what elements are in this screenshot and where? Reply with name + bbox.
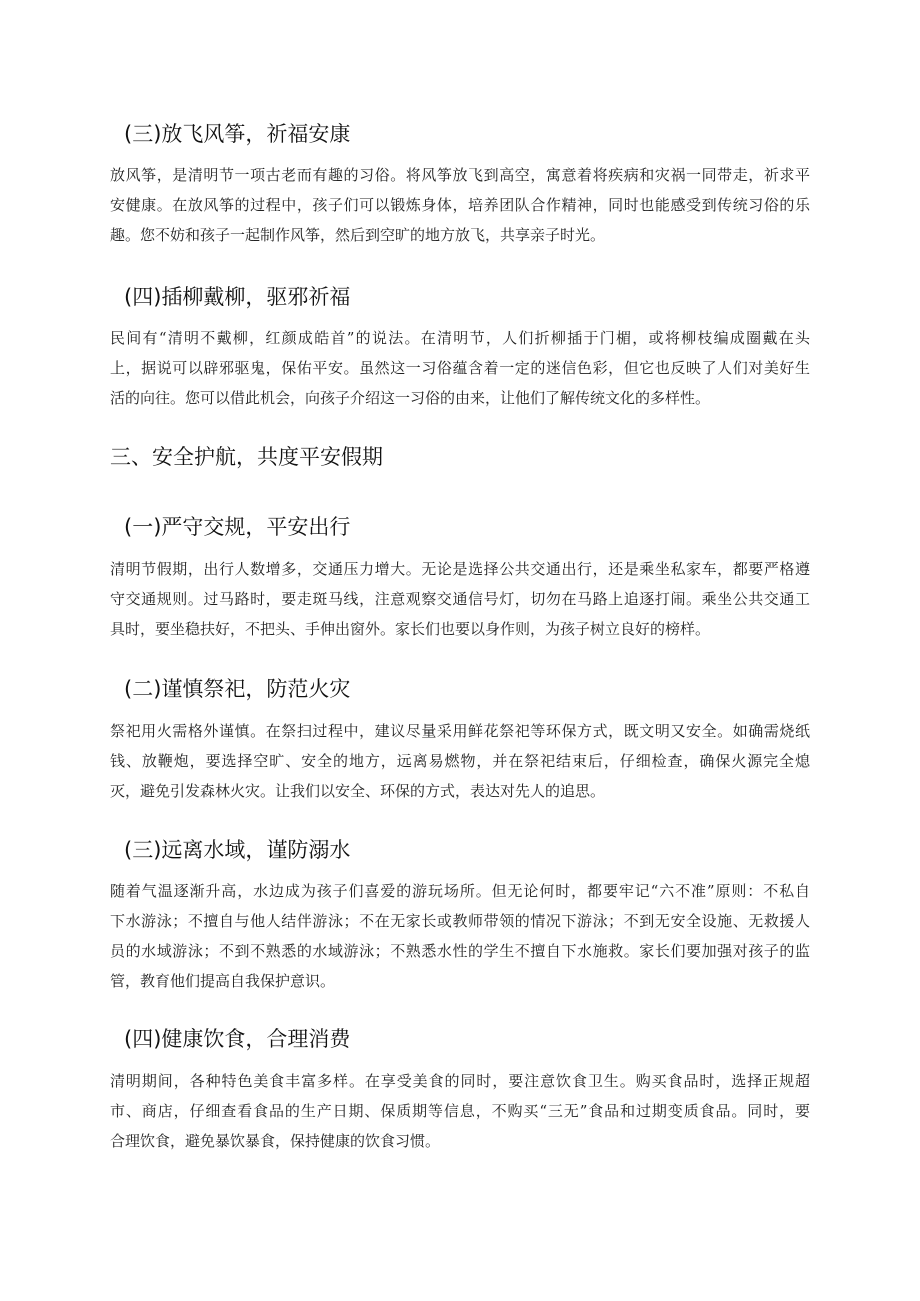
paragraph-line: 具时，要坐稳扶好，不把头、手伸出窗外。家长们也要以身作则，为孩子树立良好的榜样。 [110,620,711,638]
section-heading-food: (四)健康饮食，合理消费 [124,1027,351,1051]
paragraph-fire [110,716,810,806]
paragraph-water [110,876,810,996]
paragraph-traffic [110,554,810,644]
paragraph-line: 清明期间，各种特色美食丰富多样。在享受美食的同时，要注意饮食卫生。购买食品时，选择正规超 [110,1072,810,1090]
paragraph-line: 活的向往。您可以借此机会，向孩子介绍这一习俗的由来，让他们了解传统文化的多样性。 [110,389,711,407]
paragraph-kite [110,160,810,250]
section-heading-water: (三)远离水域，谨防溺水 [124,838,351,862]
paragraph-line: 趣。您不妨和孩子一起制作风筝，然后到空旷的地方放飞，共享亲子时光。 [110,226,606,244]
paragraph-line: 灭，避免引发森林火灾。让我们以安全、环保的方式，表达对先人的追思。 [110,782,606,800]
paragraph-line: 清明节假期，出行人数增多，交通压力增大。无论是选择公共交通出行，还是乘坐私家车，都要严格遵 [110,560,810,578]
paragraph-line: 员的水域游泳；不到不熟悉的水域游泳；不熟悉水性的学生不擅自下水施救。家长们要加强对孩子的监 [110,942,810,960]
paragraph-line: 上，据说可以辟邪驱鬼，保佑平安。虽然这一习俗蕴含着一定的迷信色彩，但它也反映了人们对美好生 [110,359,810,377]
paragraph-line: 下水游泳；不擅自与他人结伴游泳；不在无家长或教师带领的情况下游泳；不到无安全设施、无救援人 [110,912,810,930]
major-heading-safety: 三、安全护航，共度平安假期 [110,445,383,469]
paragraph-line: 祭祀用火需格外谨慎。在祭扫过程中，建议尽量采用鲜花祭祀等环保方式，既文明又安全。如确需烧纸 [110,722,810,740]
paragraph-line: 管，教育他们提高自我保护意识。 [110,972,336,990]
section-heading-willow: (四)插柳戴柳，驱邪祈福 [124,285,351,309]
paragraph-willow [110,323,810,413]
paragraph-line: 市、商店，仔细查看食品的生产日期、保质期等信息，不购买“三无”食品和过期变质食品。同时，要 [110,1102,810,1120]
paragraph-line: 钱、放鞭炮，要选择空旷、安全的地方，远离易燃物，并在祭祀结束后，仔细检查，确保火源完全熄 [110,752,810,770]
section-heading-traffic: (一)严守交规，平安出行 [124,515,351,539]
paragraph-line: 安健康。在放风筝的过程中，孩子们可以锻炼身体，培养团队合作精神，同时也能感受到传统习俗的乐 [110,196,810,214]
section-heading-fire: (二)谨慎祭祀，防范火灾 [124,677,351,701]
paragraph-line: 民间有“清明不戴柳，红颜成皓首”的说法。在清明节，人们折柳插于门楣，或将柳枝编成圈戴在头 [110,329,810,347]
paragraph-food [110,1066,810,1156]
paragraph-line: 放风筝，是清明节一项古老而有趣的习俗。将风筝放飞到高空，寓意着将疾病和灾祸一同带走，祈求平 [110,166,810,184]
paragraph-line: 合理饮食，避免暴饮暴食，保持健康的饮食习惯。 [110,1132,441,1150]
section-heading-kite: (三)放飞风筝，祈福安康 [124,122,351,146]
paragraph-line: 随着气温逐渐升高，水边成为孩子们喜爱的游玩场所。但无论何时，都要牢记“六不准”原则：不私自 [110,882,810,900]
paragraph-line: 守交通规则。过马路时，要走斑马线，注意观察交通信号灯，切勿在马路上追逐打闹。乘坐公共交通工 [110,590,810,608]
